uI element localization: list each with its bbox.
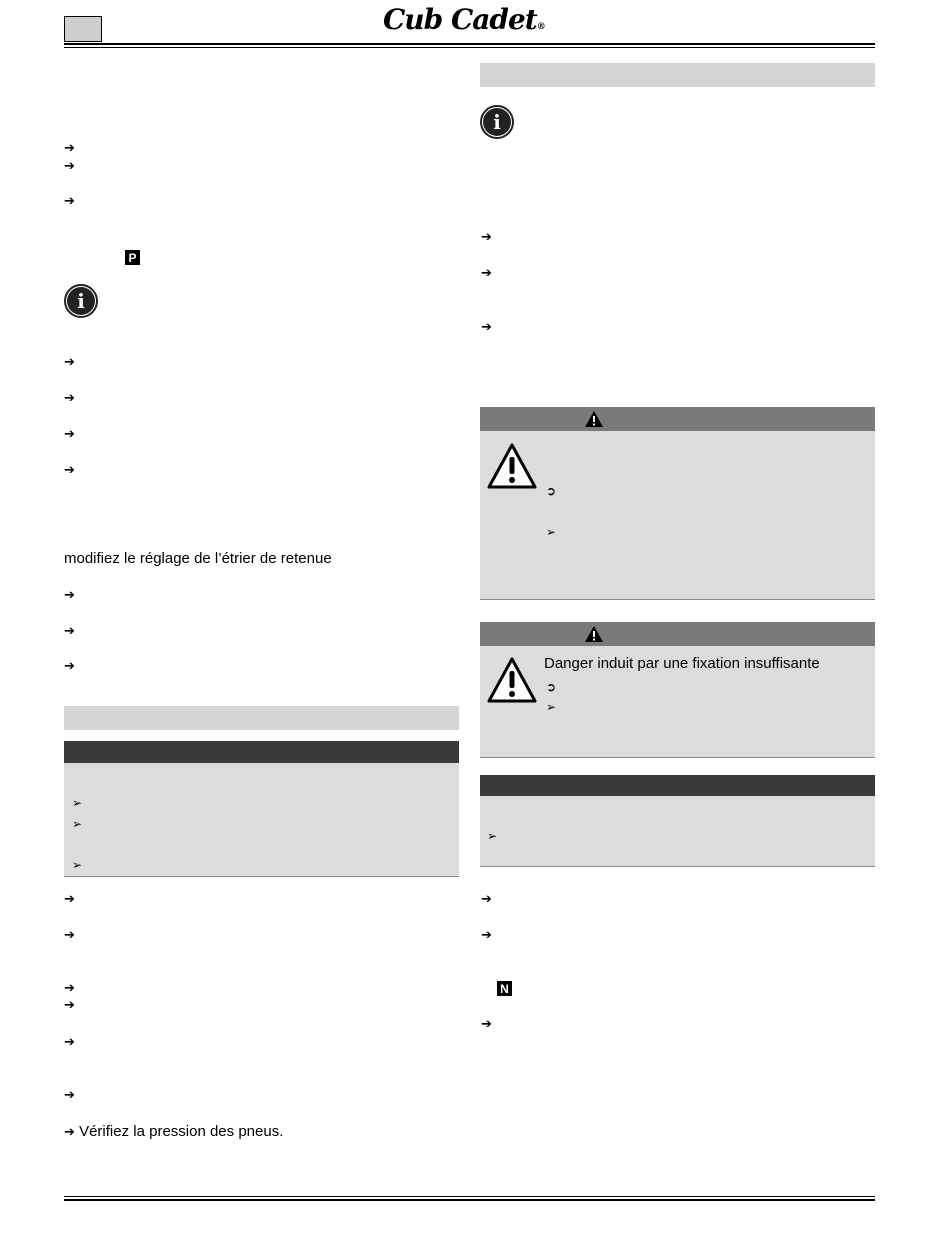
sub-arrow-icon: ➢ [72,858,83,872]
info-icon-glyph: i [483,108,511,136]
sub-arrow-icon: ➢ [72,796,83,810]
arrow-icon: ➔ [64,588,75,603]
footer-rule-bottom [64,1199,875,1201]
arrow-icon: ➔ [64,391,75,406]
arrow-icon: ➔ [481,230,492,245]
park-key-icon: P [125,250,140,265]
arrow-icon: ➔ [64,1088,75,1103]
cub-cadet-logo [383,3,545,36]
arrow-icon: ➔ [64,463,75,478]
notice-header-bar [480,775,875,796]
neutral-key-icon: N [497,981,512,996]
notice-header-bar [64,741,459,763]
sub-arrow-icon: ➢ [487,829,498,843]
tire-pressure-text: Vérifiez la pression des pneus. [79,1123,284,1140]
registered-mark: ® [536,22,545,32]
warning-icon [486,442,538,490]
info-icon [480,105,514,139]
arrow-icon: ➔ [64,355,75,370]
arrow-icon: ➔ [64,141,75,156]
arrow-icon: ➔ [64,928,75,943]
section-header-bar [480,63,875,87]
arrow-icon: ➔ [64,1035,75,1050]
warning-header-bar [480,407,875,431]
section-header-bar [64,706,459,730]
arrow-icon: ➔ [64,427,75,442]
sub-arrow-icon: ➢ [546,700,557,714]
info-icon-glyph: i [67,287,95,315]
circle-arrow-icon: ➲ [546,680,557,694]
footer-rule-top [64,1196,875,1197]
arrow-icon: ➔ [481,320,492,335]
brand-name: Cub Cadet [383,3,537,36]
sub-arrow-icon: ➢ [546,525,557,539]
arrow-icon: ➔ [64,892,75,907]
page-number-box [64,16,102,42]
arrow-icon: ➔ [64,194,75,209]
header-rule-bottom [64,47,875,48]
sub-arrow-icon: ➢ [72,817,83,831]
arrow-icon: ➔ [64,159,75,174]
notice-panel [64,763,459,877]
warning-panel [480,646,875,758]
warning-panel [480,431,875,600]
arrow-icon: ➔ [481,266,492,281]
arrow-icon: ➔ [64,659,75,674]
arrow-icon: ➔ [481,892,492,907]
arrow-icon: ➔ [64,1125,75,1140]
warning-icon [486,656,538,704]
arrow-icon: ➔ [481,1017,492,1032]
arrow-icon: ➔ [481,928,492,943]
arrow-icon: ➔ [64,998,75,1013]
arrow-icon: ➔ [64,981,75,996]
arrow-icon: ➔ [64,624,75,639]
warning-header-bar [480,622,875,646]
warning-small-icon [584,410,604,428]
circle-arrow-icon: ➲ [546,484,557,498]
info-icon [64,284,98,318]
notice-panel [480,796,875,867]
header-rule-top [64,43,875,45]
retainer-adjust-text: modifiez le réglage de l’étrier de retenue [64,550,332,567]
tire-pressure-item [64,1123,283,1141]
fixation-danger-text: Danger induit par une fixation insuffisante [544,655,820,672]
warning-small-icon [584,625,604,643]
